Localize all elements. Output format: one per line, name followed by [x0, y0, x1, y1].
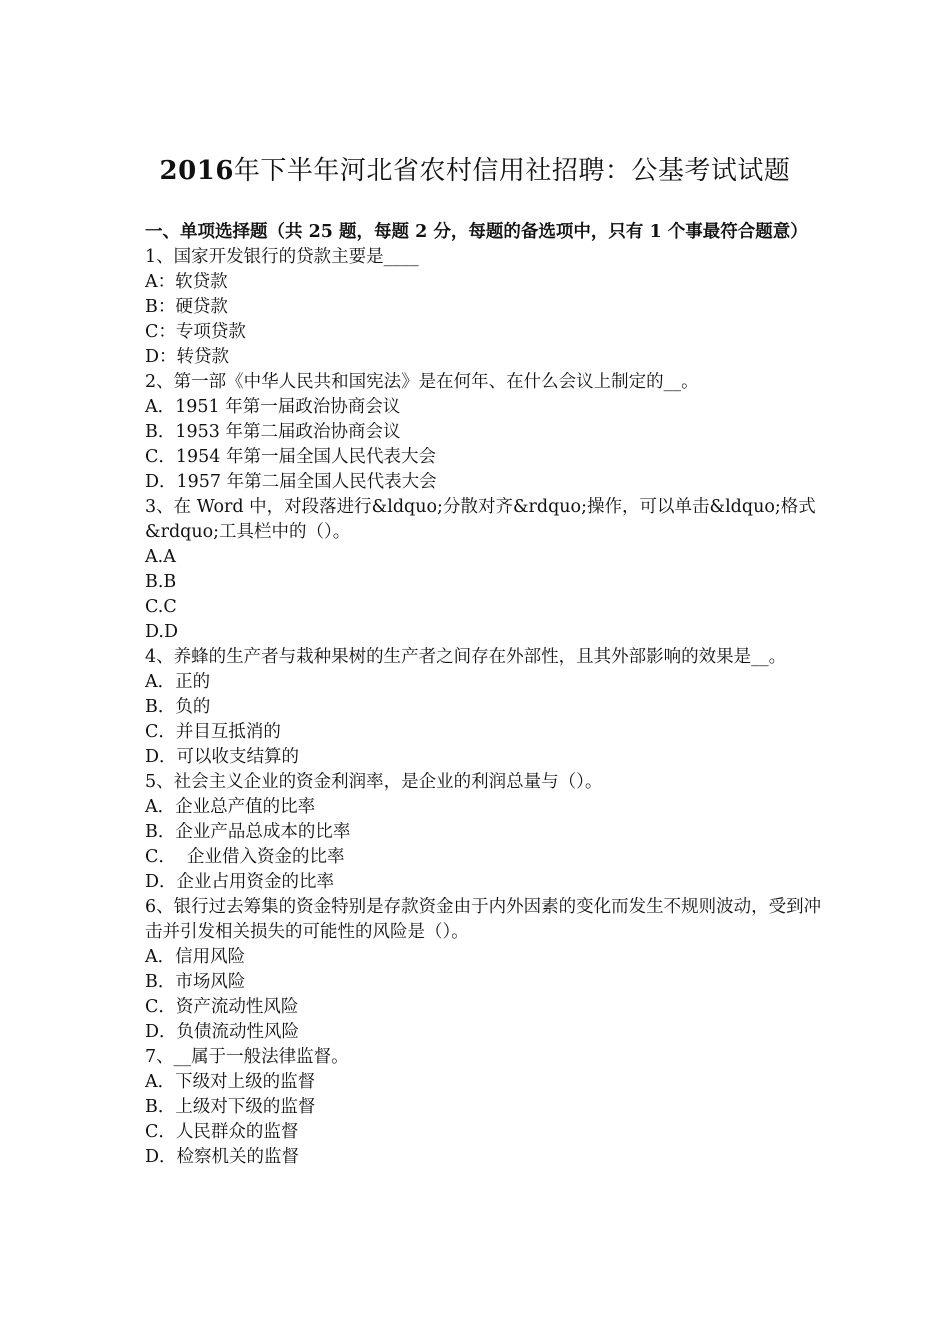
- option-d: D．可以收支结算的: [145, 747, 300, 767]
- option-b: B.B: [145, 572, 177, 592]
- option-b: B．企业产品总成本的比率: [145, 822, 351, 842]
- question-stem: 2、第一部《中华人民共和国宪法》是在何年、在什么会议上制定的__。: [145, 372, 699, 392]
- section-heading: 一、单项选择题（共 25 题，每题 2 分，每题的备选项中，只有 1 个事最符合题意）: [145, 222, 808, 242]
- title-year: 2016: [159, 156, 234, 186]
- option-b: B．上级对下级的监督: [145, 1097, 316, 1117]
- question-6: [145, 895, 825, 1045]
- option-c: C．1954 年第一届全国人民代表大会: [145, 447, 436, 467]
- question-stem: 1、国家开发银行的贷款主要是____: [145, 247, 419, 267]
- option-c: C：专项贷款: [145, 322, 246, 342]
- question-stem: 3、在 Word 中，对段落进行&ldquo;分散对齐&rdquo;操作，可以单击&ldquo;格式&rdquo;工具栏中的（）。: [145, 497, 816, 542]
- option-a: A．企业总产值的比率: [145, 797, 316, 817]
- option-d: D：转贷款: [145, 347, 230, 367]
- option-d: D．企业占用资金的比率: [145, 872, 335, 892]
- option-c: C．人民群众的监督: [145, 1122, 299, 1142]
- question-stem: 4、养蜂的生产者与栽种果树的生产者之间存在外部性，且其外部影响的效果是__。: [145, 647, 787, 667]
- question-stem: 5、社会主义企业的资金利润率，是企业的利润总量与（）。: [145, 772, 603, 792]
- option-a: A．正的: [145, 672, 211, 692]
- document-body: [145, 220, 825, 1170]
- option-a: A.A: [145, 547, 176, 567]
- question-stem: 7、__属于一般法律监督。: [145, 1047, 349, 1067]
- question-2: [145, 370, 825, 495]
- option-a: A．1951 年第一届政治协商会议: [145, 397, 401, 417]
- question-5: [145, 770, 825, 895]
- option-c: C．并目互抵消的: [145, 722, 281, 742]
- option-c: C．资产流动性风险: [145, 997, 299, 1017]
- document-title: [0, 150, 950, 187]
- option-d: D.D: [145, 622, 179, 642]
- question-3: [145, 495, 825, 645]
- option-a: A：软贷款: [145, 272, 228, 292]
- title-text: 年下半年河北省农村信用社招聘：公基考试试题: [233, 156, 791, 186]
- option-d: D．负债流动性风险: [145, 1022, 300, 1042]
- option-b: B．1953 年第二届政治协商会议: [145, 422, 401, 442]
- option-a: A．下级对上级的监督: [145, 1072, 316, 1092]
- option-b: B：硬贷款: [145, 297, 228, 317]
- question-stem: 6、银行过去筹集的资金特别是存款资金由于内外因素的变化而发生不规则波动，受到冲击并引发相关损失的可能性的风险是（）。: [145, 897, 822, 942]
- option-b: B．市场风险: [145, 972, 246, 992]
- option-d: D．1957 年第二届全国人民代表大会: [145, 472, 437, 492]
- question-7: [145, 1045, 825, 1170]
- option-c: C． 企业借入资金的比率: [145, 847, 345, 867]
- question-1: [145, 245, 825, 370]
- option-d: D．检察机关的监督: [145, 1147, 300, 1167]
- option-a: A．信用风险: [145, 947, 246, 967]
- option-c: C.C: [145, 597, 177, 617]
- option-b: B．负的: [145, 697, 211, 717]
- question-4: [145, 645, 825, 770]
